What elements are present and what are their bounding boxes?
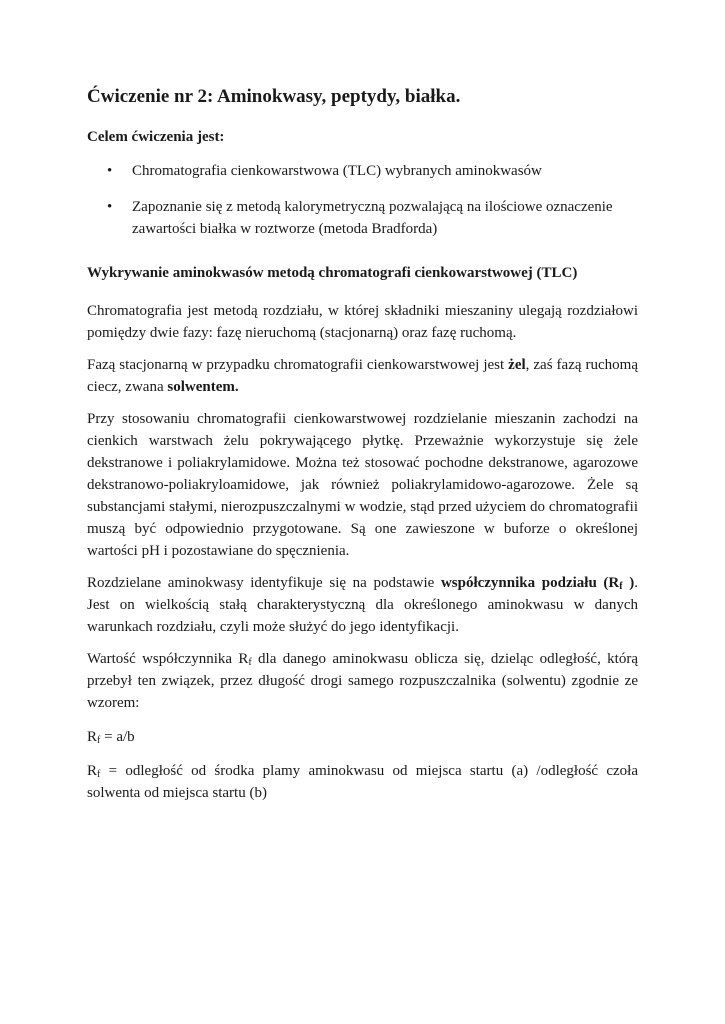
text: . Jest on wielkością stałą charakterystyczną dla określonego aminokwasu w danych warunkach rozdziału, czyli może służyć do jego identyfikacji.: [87, 575, 638, 635]
document-content: [87, 84, 638, 804]
term-rf: [441, 575, 634, 591]
text: Fazą stacjonarną w przypadku chromatografii cienkowarstwowej jest: [87, 357, 509, 373]
paragraph-phases: [87, 354, 638, 398]
text: = odległość od środka plamy aminokwasu od miejsca startu (a) /odległość czoła solwenta od miejsca startu (b): [87, 763, 638, 801]
text: Rozdzielane aminokwasy identyfikuje się na podstawie: [87, 575, 441, 591]
paragraph-gels: Przy stosowaniu chromatografii cienkowarstwowej rozdzielanie mieszanin zachodzi na cienkich warstwach żelu pokrywającego płytkę. Przeważnie wykorzystuje się żele dekstranowe i poliakrylamidowe. Można też stosować pochodne dekstranowe, agarozowe dekstranowo-poliakryloamidowe, jak również poliakrylamidowo-agarozowe. Żele są substancjami stałymi, nierozpuszczalnymi w wodzie, stąd przed użyciem do chromatografii muszą być odpowiednio przygotowane. Są one zawieszone w buforze o określonej wartości pH i pozostawiane do spęcznienia.: [87, 411, 638, 559]
subscript: f: [97, 735, 101, 746]
page-title: Ćwiczenie nr 2: Aminokwasy, peptydy, białka.: [87, 86, 461, 107]
formula-expression: = a/b: [100, 729, 135, 745]
goal-text: Zapoznanie się z metodą kalorymetryczną pozwalającą na ilościowe oznaczenie zawartości białka w roztworze (metoda Bradforda): [132, 199, 613, 237]
text: ): [622, 575, 635, 591]
text: , zaś fazą ruchomą ciecz, zwana: [87, 357, 638, 395]
subscript: f: [619, 581, 623, 592]
list-item: [87, 196, 638, 240]
list-item: [87, 160, 638, 182]
text: dla danego aminokwasu oblicza się, dzieląc odległość, którą przebył ten związek, przez długość drogi samego rozpuszczalnika (solwentu) zgodnie ze wzorem:: [87, 651, 638, 711]
formula-symbol: R: [87, 729, 98, 745]
goal-heading: Celem ćwiczenia jest:: [87, 129, 225, 145]
term-gel: żel: [508, 357, 526, 373]
formula-symbol: R: [87, 763, 98, 779]
paragraph-definition: Chromatografia jest metodą rozdziału, w której składniki mieszaniny ulegają rozdziałowi pomiędzy dwie fazy: fazę nieruchomą (stacjonarną) oraz fazę ruchomą.: [87, 303, 638, 341]
paragraph-rf-intro: [87, 572, 638, 638]
goal-text: Chromatografia cienkowarstwowa (TLC) wybranych aminokwasów: [132, 163, 542, 179]
subscript: f: [97, 769, 101, 780]
text: Wartość współczynnika R: [87, 651, 249, 667]
formula: [87, 726, 638, 748]
term-solvent: solwentem.: [167, 379, 239, 395]
bullet-icon: •: [107, 163, 113, 179]
goal-list: [87, 160, 638, 240]
section-heading: Wykrywanie aminokwasów metodą chromatografi cienkowarstwowej (TLC): [87, 265, 578, 281]
text: współczynnika podziału (R: [440, 575, 620, 591]
paragraph-rf-calc: [87, 648, 638, 714]
bullet-icon: •: [107, 199, 113, 215]
paragraph-rf-definition: [87, 760, 638, 804]
subscript: f: [248, 657, 252, 668]
